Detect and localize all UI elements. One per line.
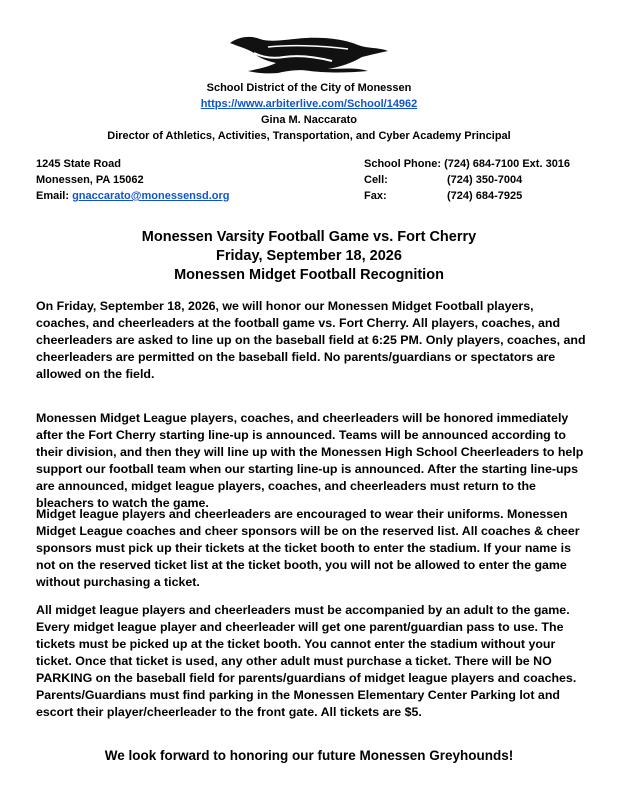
email-link[interactable]: gnaccarato@monessensd.org (72, 190, 230, 202)
fax-value: (724) 684-7925 (447, 190, 523, 202)
paragraph-3: Midget league players and cheerleaders are encouraged to wear their uniforms. Monessen Midget League coaches and cheer sponsors will be on the reserved list. All coaches & cheer sponsors must pick up their tickets at the ticket booth to enter the stadium. If your name is not on the reserved ticket list at the ticket booth, you will not be allowed to enter the game without purchasing a ticket. (36, 507, 580, 589)
director-name: Gina M. Naccarato (261, 114, 357, 126)
fax-row (364, 188, 522, 204)
email-label: Email: (36, 190, 70, 202)
paragraph-1: On Friday, September 18, 2026, we will honor our Monessen Midget Football players, coaches, and cheerleaders at the football game vs. Fort Cherry. All players, coaches, and cheerleaders are asked to line up on the baseball field at 6:25 PM. Only players, coaches, and cheerleaders are permitted on the baseball field. No parents/guardians or spectators are allowed on the field. (36, 299, 586, 381)
school-phone-row (364, 156, 570, 172)
closing-line: We look forward to honoring our future Monessen Greyhounds! (104, 748, 514, 763)
district-name: School District of the City of Monessen (206, 82, 412, 94)
fax-label: Fax: (364, 190, 387, 202)
greyhound-logo-icon (228, 33, 390, 75)
school-phone-value: (724) 684-7100 Ext. 3016 (444, 158, 571, 170)
director-role: Director of Athletics, Activities, Transportation, and Cyber Academy Principal (107, 130, 511, 142)
paragraph-4: All midget league players and cheerleaders must be accompanied by an adult to the game. Every midget league player and cheerleader will get one parent/guardian pass to use. The tickets must be picked up at the ticket booth. You cannot enter the stadium without your ticket. Once that ticket is used, any other adult must purchase a ticket. There will be NO PARKING on the baseball field for parents/guardians of midget league players and coaches. Parents/Guardians must find parking in the Monessen Elementary Center Parking lot and escort their player/cheerleader to the front gate. All tickets are $5. (36, 603, 577, 719)
address-line-1: 1245 State Road (36, 158, 121, 170)
cell-row (364, 172, 522, 188)
cell-value: (724) 350-7004 (447, 174, 523, 186)
paragraph-2: Monessen Midget League players, coaches, and cheerleaders will be honored immediately after the Fort Cherry starting line-up is announced. Teams will be announced according to their division, and then they will line up with the Monessen High School Cheerleaders to help support our football team when our starting line-up is announced. After the starting line-ups are announced, midget league players, coaches, and cheerleaders must return to the bleachers to watch the game. (36, 411, 584, 510)
school-phone-label: School Phone: (364, 158, 441, 170)
event-subtitle: Monessen Midget Football Recognition (174, 267, 444, 283)
address-line-2: Monessen, PA 15062 (36, 174, 144, 186)
email-row (36, 188, 230, 204)
website-link[interactable]: https://www.arbiterlive.com/School/14962 (200, 98, 418, 110)
event-title: Monessen Varsity Football Game vs. Fort Cherry (141, 229, 477, 245)
event-date: Friday, September 18, 2026 (216, 248, 402, 264)
cell-label: Cell: (364, 174, 388, 186)
